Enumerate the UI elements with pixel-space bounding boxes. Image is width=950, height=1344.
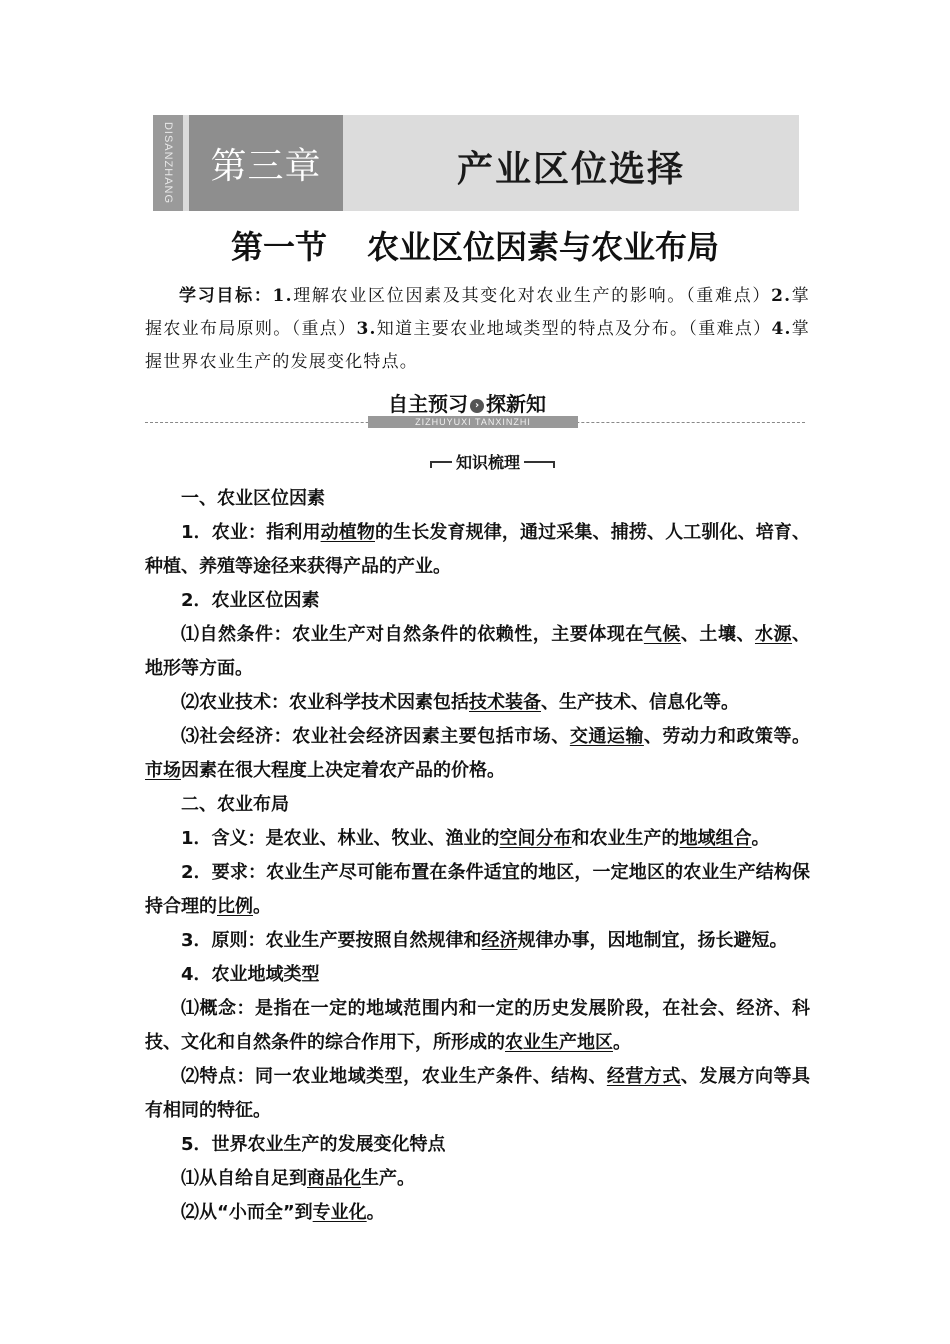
knowledge-tag-label: 知识梳理: [452, 450, 524, 473]
answer-blank: 技术装备: [469, 692, 541, 713]
objective-number: 2.: [771, 286, 792, 306]
answer-blank: 空间分布: [499, 828, 572, 849]
answer-blank: 经济: [481, 930, 518, 951]
chapter-pinyin-strip: [153, 115, 183, 211]
section-heading: 二、农业布局: [181, 794, 289, 815]
chapter-number-box: [189, 115, 343, 211]
list-item: ⑴从自给自足到商品化生产。: [181, 1168, 415, 1189]
answer-blank: 商品化: [307, 1168, 361, 1189]
chapter-pinyin: DISANZHANG: [162, 121, 174, 205]
answer-blank: 经营方式: [606, 1066, 681, 1087]
objective-number: 4.: [771, 319, 792, 339]
list-item: 2．农业区位因素: [181, 590, 320, 611]
answer-blank: 交通运输: [569, 726, 644, 747]
answer-blank: 市场: [145, 760, 181, 781]
preview-pinyin: ZIZHUYUXI TANXINZHI: [368, 416, 578, 428]
answer-blank: 农业生产地区: [505, 1032, 613, 1053]
objectives-label: 学习目标：: [179, 286, 273, 306]
knowledge-tag: [430, 451, 555, 471]
answer-blank: 动植物: [320, 522, 375, 543]
section-title: [0, 222, 950, 268]
list-item: 5．世界农业生产的发展变化特点: [181, 1134, 446, 1155]
objective-number: 3.: [356, 319, 377, 339]
section-number: 第一节: [230, 228, 327, 266]
preview-title-right: 探新知: [486, 392, 546, 416]
chapter-title: 产业区位选择: [457, 148, 686, 190]
list-item: 2．要求：农业生产尽可能布置在条件适宜的地区，一定地区的农业生产结构保持合理的比例。: [145, 862, 810, 917]
chapter-banner: [153, 115, 799, 211]
list-item: ⑶社会经济：农业社会经济因素主要包括市场、交通运输、劳动力和政策等。市场因素在很大程度上决定着农产品的价格。: [145, 726, 811, 781]
section-name: 农业区位因素与农业布局: [367, 228, 720, 266]
list-item: ⑵农业技术：农业科学技术因素包括技术装备、生产技术、信息化等。: [181, 692, 739, 713]
section-heading: 一、农业区位因素: [181, 488, 325, 509]
preview-title: [382, 388, 552, 418]
objective-number: 1.: [272, 286, 293, 306]
chevron-right-icon: ›: [470, 399, 484, 413]
list-item: ⑴概念：是指在一定的地域范围内和一定的历史发展阶段，在社会、经济、科技、文化和自然条件的综合作用下，所形成的农业生产地区。: [145, 998, 810, 1053]
tag-tick-right: [553, 461, 555, 468]
objective-text: 掌握世界农业生产的发展变化特点。: [145, 319, 811, 372]
learning-objectives: [145, 280, 810, 379]
preview-section-header: [145, 388, 805, 433]
answer-blank: 比例: [217, 896, 253, 917]
preview-title-left: 自主预习: [388, 392, 468, 416]
list-item: 3．原则：农业生产要按照自然规律和经济规律办事，因地制宜，扬长避短。: [181, 930, 788, 951]
answer-blank: 专业化: [312, 1202, 367, 1223]
objective-text: 理解农业区位因素及其变化对农业生产的影响。（重难点）: [292, 286, 772, 306]
answer-blank: 地域组合: [679, 828, 752, 849]
main-content: [145, 482, 810, 1230]
list-item: 1．农业：指利用动植物的生长发育规律，通过采集、捕捞、人工驯化、培育、种植、养殖等途径来获得产品的产业。: [145, 522, 811, 577]
chapter-label: 第三章: [210, 145, 322, 187]
list-item: ⑵特点：同一农业地域类型，农业生产条件、结构、经营方式、发展方向等具有相同的特征。: [145, 1066, 811, 1121]
list-item: ⑵从“小而全”到专业化。: [181, 1202, 385, 1223]
objective-text: 知道主要农业地域类型的特点及分布。（重难点）: [376, 319, 772, 339]
list-item: 4．农业地域类型: [181, 964, 320, 985]
answer-blank: 气候: [643, 624, 681, 645]
list-item: 1．含义：是农业、林业、牧业、渔业的空间分布和农业生产的地域组合。: [181, 828, 770, 849]
answer-blank: 水源: [754, 624, 793, 645]
list-item: ⑴自然条件：农业生产对自然条件的依赖性，主要体现在气候、土壤、水源、地形等方面。: [145, 624, 811, 679]
objective-text: 掌握农业布局原则。（重点）: [145, 286, 811, 339]
tag-tick-left: [430, 461, 432, 468]
